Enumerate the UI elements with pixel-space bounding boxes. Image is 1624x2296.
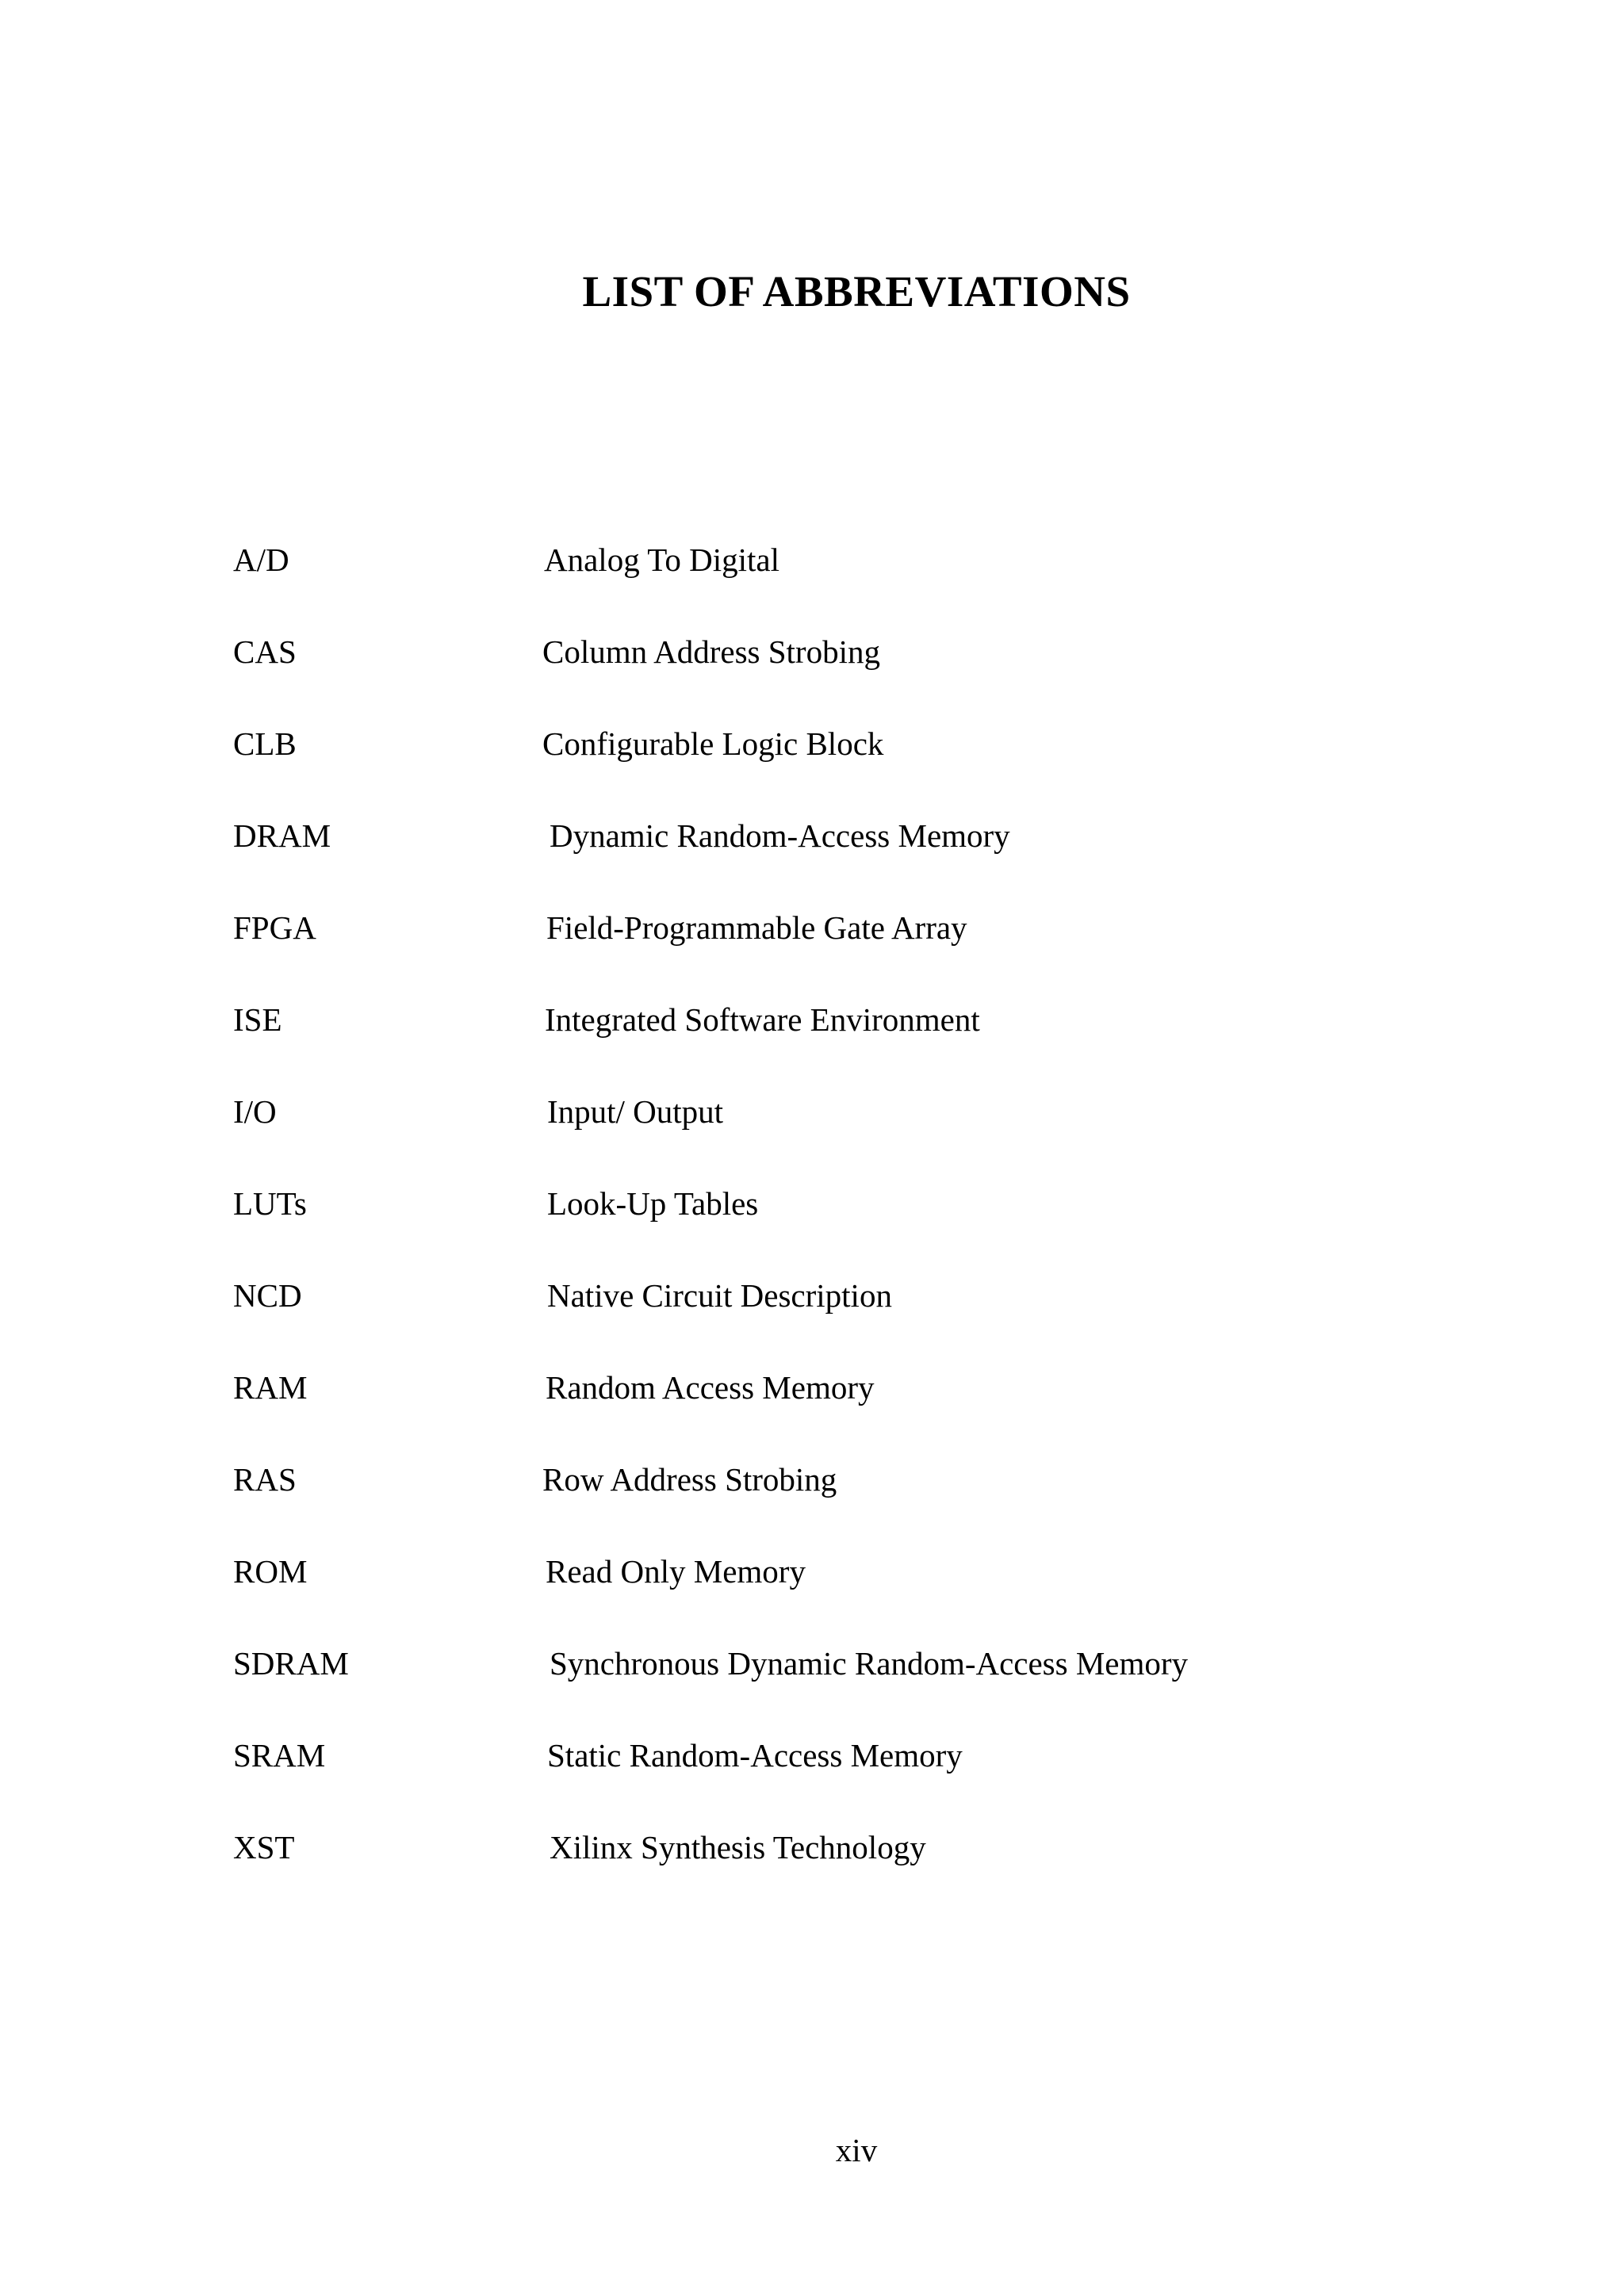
abbreviation-row xyxy=(0,628,1624,675)
abbreviation-definition: Xilinx Synthesis Technology xyxy=(550,1829,926,1866)
abbreviation-definition: Static Random-Access Memory xyxy=(547,1737,963,1774)
abbreviation-row xyxy=(0,1548,1624,1595)
abbreviation-definition: Look-Up Tables xyxy=(547,1185,759,1222)
abbreviation-term: RAS xyxy=(233,1461,297,1498)
abbreviation-term: A/D xyxy=(233,541,289,578)
abbreviation-row xyxy=(0,536,1624,584)
abbreviation-term: SDRAM xyxy=(233,1645,349,1682)
abbreviation-row xyxy=(0,1732,1624,1779)
abbreviation-definition: Column Address Strobing xyxy=(542,633,880,670)
abbreviation-definition: Read Only Memory xyxy=(546,1553,806,1590)
abbreviation-term: CAS xyxy=(233,633,297,670)
abbreviation-term: XST xyxy=(233,1829,295,1866)
abbreviation-definition: Dynamic Random-Access Memory xyxy=(550,817,1010,854)
abbreviation-definition: Integrated Software Environment xyxy=(545,1001,980,1038)
abbreviation-definition: Synchronous Dynamic Random-Access Memory xyxy=(550,1645,1189,1682)
abbreviation-definition: Row Address Strobing xyxy=(542,1461,837,1498)
abbreviation-term: DRAM xyxy=(233,817,331,854)
abbreviation-term: SRAM xyxy=(233,1737,326,1774)
abbreviation-term: FPGA xyxy=(233,909,316,946)
abbreviation-row xyxy=(0,1364,1624,1411)
abbreviation-term: NCD xyxy=(233,1277,302,1314)
abbreviation-row xyxy=(0,1640,1624,1687)
abbreviation-row xyxy=(0,904,1624,951)
page-title: LIST OF ABBREVIATIONS xyxy=(582,267,1131,316)
abbreviation-row xyxy=(0,996,1624,1043)
abbreviation-row xyxy=(0,720,1624,767)
page-number: xiv xyxy=(835,2132,878,2168)
abbreviation-definition: Field-Programmable Gate Array xyxy=(546,909,967,946)
abbreviation-definition: Analog To Digital xyxy=(544,541,780,578)
abbreviation-term: I/O xyxy=(233,1093,277,1130)
abbreviation-row xyxy=(0,1180,1624,1227)
abbreviation-term: ISE xyxy=(233,1001,282,1038)
abbreviation-row xyxy=(0,1823,1624,1871)
abbreviation-row xyxy=(0,1088,1624,1135)
abbreviation-definition: Random Access Memory xyxy=(546,1369,875,1406)
abbreviation-term: LUTs xyxy=(233,1185,307,1222)
abbreviation-definition: Input/ Output xyxy=(547,1093,724,1130)
abbreviation-row xyxy=(0,812,1624,859)
abbreviation-definition: Configurable Logic Block xyxy=(542,725,884,762)
abbreviation-term: ROM xyxy=(233,1553,308,1590)
abbreviation-term: RAM xyxy=(233,1369,308,1406)
abbreviation-row xyxy=(0,1272,1624,1319)
abbreviation-definition: Native Circuit Description xyxy=(547,1277,892,1314)
abbreviation-row xyxy=(0,1456,1624,1503)
abbreviation-term: CLB xyxy=(233,725,297,762)
